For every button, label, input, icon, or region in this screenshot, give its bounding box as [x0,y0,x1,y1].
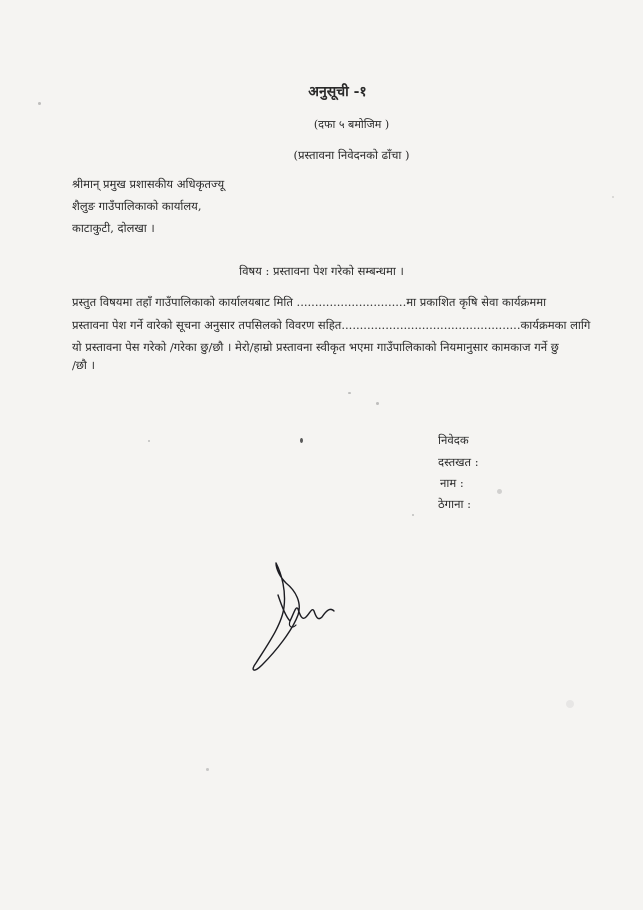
scan-speck [497,489,502,494]
format-title: (प्रस्तावना निवेदनको ढाँचा ) [293,148,410,162]
scan-speck [376,402,379,405]
signature-label: दस्तखत : [438,455,479,469]
scan-speck [412,514,414,516]
scan-speck [38,102,41,105]
scan-speck [148,440,150,442]
addressee-line-2: शैलुङ गाउँपालिकाको कार्यालय, [72,199,202,213]
scan-speck [566,700,574,708]
body-line-2: प्रस्तावना पेश गर्ने वारेको सूचना अनुसार तपसिलको विवरण सहित.................................................कार्यक्रमका लागि [72,318,591,332]
name-label: नाम : [440,476,464,490]
document-title: अनुसूची -१ [308,84,367,100]
scan-speck [300,438,303,443]
addressee-line-1: श्रीमान् प्रमुख प्रशासकीय अधिकृतज्यू [72,177,225,191]
address-label: ठेगाना : [438,497,472,511]
clause-reference: (दफा ५ बमोजिम ) [313,118,390,131]
applicant-heading: निवेदक [438,433,469,447]
scan-speck [612,196,614,198]
body-line-3: यो प्रस्तावना पेस गरेको /गरेका छु/छौ । मेरो/हाम्रो प्रस्तावना स्वीकृत भएमा गाउँपालिकाको नियमानुसार कामकाज गर्ने छु [72,340,559,354]
scan-speck [348,392,351,394]
scan-speck [206,768,209,771]
subject-line: विषय : प्रस्तावना पेश गरेको सम्बन्धमा । [239,264,404,278]
body-line-1: प्रस्तुत विषयमा तहाँ गाउँपालिकाको कार्यालयबाट मिति ..............................मा प्रकाशित कृषि सेवा कार्यक्रममा [72,295,547,309]
body-line-4: /छौ । [72,358,95,372]
handwritten-signature [246,555,336,675]
addressee-line-3: काटाकुटी, दोलखा । [72,221,155,235]
